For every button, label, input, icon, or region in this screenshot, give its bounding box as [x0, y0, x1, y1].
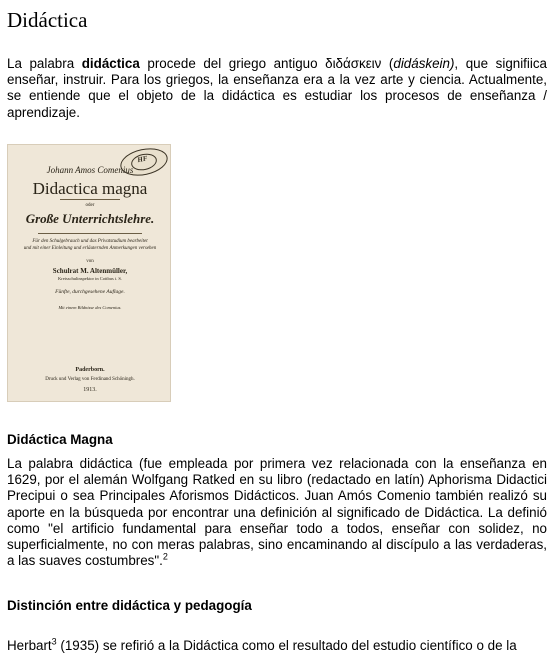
- footnote-ref[interactable]: 2: [162, 551, 168, 562]
- intro-paragraph: [7, 56, 547, 121]
- footnote-ref[interactable]: 3: [51, 636, 57, 647]
- book-editor: Schulrat M. Altenmüller,: [52, 267, 128, 275]
- book-oder: oder: [85, 203, 95, 208]
- stamp-text: HF: [136, 154, 149, 165]
- book-description-line: und mit einer Einleitung und erläuternden Anmerkungen versehen: [23, 246, 157, 251]
- didactica-magna-text: La palabra didáctica (fue empleada por primera vez relacionada con la enseñanza en 1629, por el alemán Wolfgang Ratked en su libro (redactado en latín) Aphorisma Didactici Precipui o sea Principales Aforismos Didácticos. Juan Amós Comenio también realizó su aporte en la búsqueda por encontrar una definición al significado de Didáctica. La definió como "el artificio fundamental para enseñar todo a todos, enseñar con solidez, no superficialmente, no con meras palabras, sino encaminando al discípulo a las verdaderas, a las suaves costumbres".: [7, 456, 547, 569]
- book-rule: [60, 199, 120, 200]
- book-year: 1913.: [83, 387, 97, 393]
- book-title: Didactica magna: [32, 179, 148, 198]
- book-portrait-note: Mit einem Bildnisse des Comenius.: [58, 305, 122, 310]
- section-heading-didactica-magna: Didáctica Magna: [7, 432, 113, 447]
- book-author: Johann Amos Comenius: [46, 165, 134, 175]
- intro-text-2: procede del griego antiguo διδάσκειν (: [139, 56, 394, 71]
- didactica-magna-paragraph: [7, 456, 547, 569]
- intro-bold-term: didáctica: [81, 56, 140, 71]
- herbart-text: (1935) se refirió a la Didáctica como el resultado del estudio científico o de la: [56, 638, 517, 653]
- book-description-line: Für den Schulgebrauch und das Privatstudium bearbeitet: [32, 239, 148, 244]
- book-place: Paderborn.: [75, 367, 105, 373]
- book-publisher: Druck und Verlag von Ferdinand Schöningh.: [45, 377, 135, 382]
- book-subtitle: Große Unterrichtslehre.: [25, 211, 155, 226]
- intro-text-3: , que signifiica enseñar, instruir. Para los griegos, la enseñanza era a la vez arte y ciencia. Actualmente, se entiende que el objeto de la didáctica es estudiar los procesos de enseñanza / aprendizaje.: [7, 56, 547, 120]
- page-title: Didáctica: [7, 8, 88, 32]
- book-edition: Fünfte, durchgesehene Auflage.: [55, 289, 125, 295]
- intro-italic-term: didáskein): [393, 56, 455, 71]
- book-cover-image: [7, 144, 171, 402]
- section-heading-distincion: Distinción entre didáctica y pedagogía: [7, 598, 252, 613]
- book-rule: [38, 233, 142, 234]
- herbart-paragraph: [7, 638, 547, 654]
- herbart-name: Herbart: [7, 638, 52, 653]
- intro-text-1: La palabra: [7, 56, 82, 71]
- book-von: von: [86, 259, 94, 264]
- book-editor-role: Kreisschulinspektor in Cottbus i. S.: [58, 276, 122, 281]
